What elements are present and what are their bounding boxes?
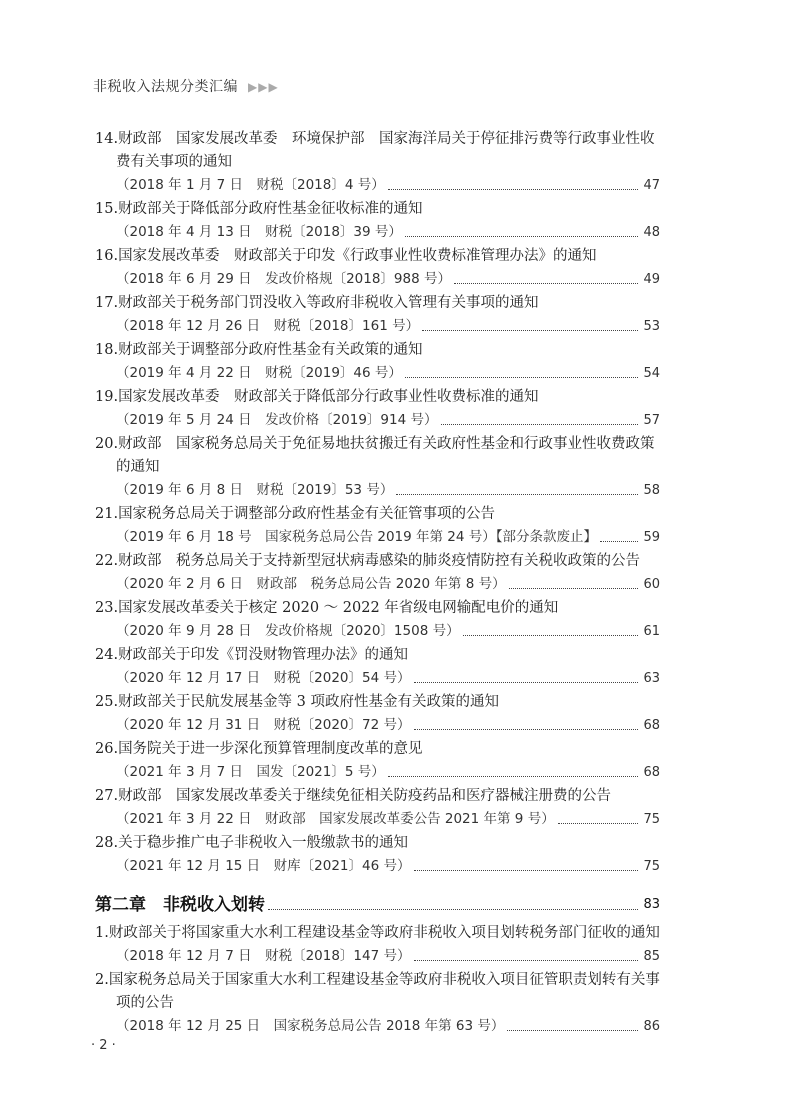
toc-entry[interactable] <box>95 198 660 244</box>
dot-leader <box>422 330 638 331</box>
entry-reference: （2020 年 12 月 31 日 财税〔2020〕72 号） <box>116 717 411 733</box>
entry-page-number: 54 <box>643 366 660 381</box>
entry-title <box>95 128 660 174</box>
entry-title <box>95 832 660 855</box>
toc-entry[interactable] <box>95 922 660 968</box>
entry-title-text: 财政部关于将国家重大水利工程建设基金等政府非税收入项目划转税务部门征收的通知 <box>108 925 660 941</box>
entry-reference-line <box>95 221 660 244</box>
entry-reference-line <box>95 362 660 385</box>
entry-number: 17. <box>95 295 119 311</box>
entry-reference: （2019 年 5 月 24 日 发改价格〔2019〕914 号） <box>116 412 438 428</box>
entry-reference: （2019 年 4 月 22 日 财税〔2019〕46 号） <box>116 365 402 381</box>
toc-entry[interactable] <box>95 339 660 385</box>
entry-number: 16. <box>95 248 119 264</box>
entry-title <box>95 969 660 1015</box>
entry-title <box>95 597 660 620</box>
entry-reference-line <box>95 714 660 737</box>
entry-title <box>95 292 660 315</box>
entry-reference: （2020 年 2 月 6 日 财政部 税务总局公告 2020 年第 8 号） <box>116 576 506 592</box>
entry-reference: （2018 年 6 月 29 日 发改价格规〔2018〕988 号） <box>116 271 451 287</box>
toc-entry[interactable] <box>95 503 660 549</box>
entry-reference: （2020 年 12 月 17 日 财税〔2020〕54 号） <box>116 670 411 686</box>
entry-number: 26. <box>95 741 119 757</box>
entry-number: 18. <box>95 342 119 358</box>
entry-reference-line <box>95 1015 660 1038</box>
entry-page-number: 61 <box>643 624 660 639</box>
entry-title-text: 财政部 国家发展改革委关于继续免征相关防疫药品和医疗器械注册费的公告 <box>118 788 612 804</box>
entry-reference-line <box>95 174 660 197</box>
entry-reference: （2020 年 9 月 28 日 发改价格规〔2020〕1508 号） <box>116 623 460 639</box>
entry-title <box>95 433 660 479</box>
entry-number: 27. <box>95 788 119 804</box>
entry-number: 22. <box>95 553 119 569</box>
entry-reference: （2019 年 6 月 18 号 国家税务总局公告 2019 年第 24 号）【部分条款废止】 <box>116 529 598 545</box>
entry-title-text: 财政部关于调整部分政府性基金有关政策的通知 <box>118 342 423 358</box>
entry-page-number: 63 <box>643 671 660 686</box>
entry-number: 1. <box>95 925 109 941</box>
entry-reference-line <box>95 479 660 502</box>
entry-title <box>95 785 660 808</box>
dot-leader <box>405 236 638 237</box>
dot-leader <box>509 588 638 589</box>
entry-number: 2. <box>95 972 109 988</box>
arrow-icons: ▶▶▶ <box>248 80 279 94</box>
entry-reference-line <box>95 268 660 291</box>
entry-title-text: 国家发展改革委关于核定 2020 ～ 2022 年省级电网输配电价的通知 <box>118 600 559 616</box>
entry-page-number: 57 <box>643 413 660 428</box>
entry-reference: （2021 年 3 月 22 日 财政部 国家发展改革委公告 2021 年第 9 号） <box>116 811 555 827</box>
entry-title-text: 国务院关于进一步深化预算管理制度改革的意见 <box>118 741 423 757</box>
chapter-title: 第二章 非税收入划转 <box>95 895 265 915</box>
entry-title-text: 财政部 国家税务总局关于免征易地扶贫搬迁有关政府性基金和行政事业性收费政策的通知 <box>116 436 655 475</box>
dot-leader <box>388 189 638 190</box>
entry-reference-line <box>95 945 660 968</box>
dot-leader <box>388 776 638 777</box>
entry-reference: （2021 年 12 月 15 日 财库〔2021〕46 号） <box>116 858 411 874</box>
entry-number: 20. <box>95 436 119 452</box>
entry-title-text: 财政部 国家发展改革委 环境保护部 国家海洋局关于停征排污费等行政事业性收费有关事项的通知 <box>116 131 655 170</box>
toc-entry[interactable] <box>95 128 660 197</box>
entry-title-text: 国家发展改革委 财政部关于印发《行政事业性收费标准管理办法》的通知 <box>118 248 597 264</box>
entry-page-number: 68 <box>643 765 660 780</box>
entry-title <box>95 245 660 268</box>
toc-entry[interactable] <box>95 597 660 643</box>
toc-entry[interactable] <box>95 644 660 690</box>
entry-page-number: 60 <box>643 577 660 592</box>
dot-leader <box>414 960 639 961</box>
dot-leader <box>507 1030 638 1031</box>
entry-reference: （2018 年 12 月 25 日 国家税务总局公告 2018 年第 63 号） <box>116 1018 505 1034</box>
entry-title-text: 财政部关于降低部分政府性基金征收标准的通知 <box>118 201 423 217</box>
entry-page-number: 49 <box>643 272 660 287</box>
entry-number: 19. <box>95 389 119 405</box>
entry-title-text: 国家发展改革委 财政部关于降低部分行政事业性收费标准的通知 <box>118 389 539 405</box>
entry-title <box>95 503 660 526</box>
entry-number: 14. <box>95 131 119 147</box>
entry-page-number: 47 <box>643 178 660 193</box>
entry-reference-line <box>95 526 660 549</box>
book-title: 非税收入法规分类汇编 <box>93 79 238 95</box>
entry-reference-line <box>95 315 660 338</box>
toc-entry[interactable] <box>95 550 660 596</box>
toc-entry[interactable] <box>95 245 660 291</box>
entry-reference-line <box>95 808 660 831</box>
entry-page-number: 59 <box>643 530 660 545</box>
entry-reference: （2018 年 4 月 13 日 财税〔2018〕39 号） <box>116 224 402 240</box>
entry-title-text: 财政部关于印发《罚没财物管理办法》的通知 <box>118 647 409 663</box>
entry-title <box>95 644 660 667</box>
entry-title <box>95 550 660 573</box>
entry-title <box>95 386 660 409</box>
toc-entry[interactable] <box>95 292 660 338</box>
entry-page-number: 58 <box>643 483 660 498</box>
dot-leader <box>454 283 638 284</box>
entry-reference-line <box>95 620 660 643</box>
dot-leader <box>441 424 639 425</box>
dot-leader <box>405 377 638 378</box>
entry-reference-line <box>95 667 660 690</box>
dot-leader <box>600 541 638 542</box>
dot-leader <box>396 494 638 495</box>
dot-leader <box>558 823 638 824</box>
running-header <box>93 76 279 96</box>
dot-leader <box>268 909 638 910</box>
entry-number: 28. <box>95 835 119 851</box>
entry-number: 15. <box>95 201 119 217</box>
entry-reference-line <box>95 855 660 878</box>
entry-reference: （2021 年 3 月 7 日 国发〔2021〕5 号） <box>116 764 385 780</box>
entry-title <box>95 922 660 945</box>
entry-title <box>95 339 660 362</box>
entry-title-text: 国家税务总局关于国家重大水利工程建设基金等政府非税收入项目征管职责划转有关事项的公告 <box>108 972 660 1011</box>
entry-page-number: 48 <box>643 225 660 240</box>
chapter-page-number: 83 <box>643 897 660 912</box>
toc-entry[interactable] <box>95 691 660 737</box>
entry-page-number: 75 <box>643 859 660 874</box>
entry-title <box>95 738 660 761</box>
entry-title-text: 财政部关于税务部门罚没收入等政府非税收入管理有关事项的通知 <box>118 295 539 311</box>
entry-number: 23. <box>95 600 119 616</box>
dot-leader <box>463 635 638 636</box>
entry-title <box>95 691 660 714</box>
page-footer: · 2 · <box>91 1038 116 1053</box>
toc-entry[interactable] <box>95 386 660 432</box>
entry-list-chapter-1 <box>95 128 660 878</box>
entry-reference-line <box>95 573 660 596</box>
entry-page-number: 53 <box>643 319 660 334</box>
dot-leader <box>414 682 639 683</box>
table-of-contents <box>95 128 660 1039</box>
toc-entry[interactable] <box>95 832 660 878</box>
dot-leader <box>414 729 639 730</box>
entry-reference: （2019 年 6 月 8 日 财税〔2019〕53 号） <box>116 482 394 498</box>
entry-reference: （2018 年 12 月 26 日 财税〔2018〕161 号） <box>116 318 420 334</box>
entry-title-text: 关于稳步推广电子非税收入一般缴款书的通知 <box>118 835 409 851</box>
entry-title-text: 国家税务总局关于调整部分政府性基金有关征管事项的公告 <box>118 506 496 522</box>
entry-number: 21. <box>95 506 119 522</box>
entry-reference: （2018 年 1 月 7 日 财税〔2018〕4 号） <box>116 177 385 193</box>
entry-reference-line <box>95 409 660 432</box>
entry-title <box>95 198 660 221</box>
dot-leader <box>414 870 639 871</box>
entry-title-text: 财政部 税务总局关于支持新型冠状病毒感染的肺炎疫情防控有关税收政策的公告 <box>118 553 641 569</box>
entry-page-number: 75 <box>643 812 660 827</box>
toc-entry[interactable] <box>95 433 660 502</box>
entry-reference: （2018 年 12 月 7 日 财税〔2018〕147 号） <box>116 948 411 964</box>
chapter-heading[interactable] <box>95 892 660 918</box>
toc-entry[interactable] <box>95 738 660 784</box>
toc-entry[interactable] <box>95 969 660 1038</box>
entry-title-text: 财政部关于民航发展基金等 3 项政府性基金有关政策的通知 <box>118 694 500 710</box>
entry-reference-line <box>95 761 660 784</box>
entry-page-number: 86 <box>643 1019 660 1034</box>
entry-number: 25. <box>95 694 119 710</box>
entry-number: 24. <box>95 647 119 663</box>
toc-entry[interactable] <box>95 785 660 831</box>
entry-list-chapter-2 <box>95 922 660 1038</box>
entry-page-number: 68 <box>643 718 660 733</box>
entry-page-number: 85 <box>643 949 660 964</box>
